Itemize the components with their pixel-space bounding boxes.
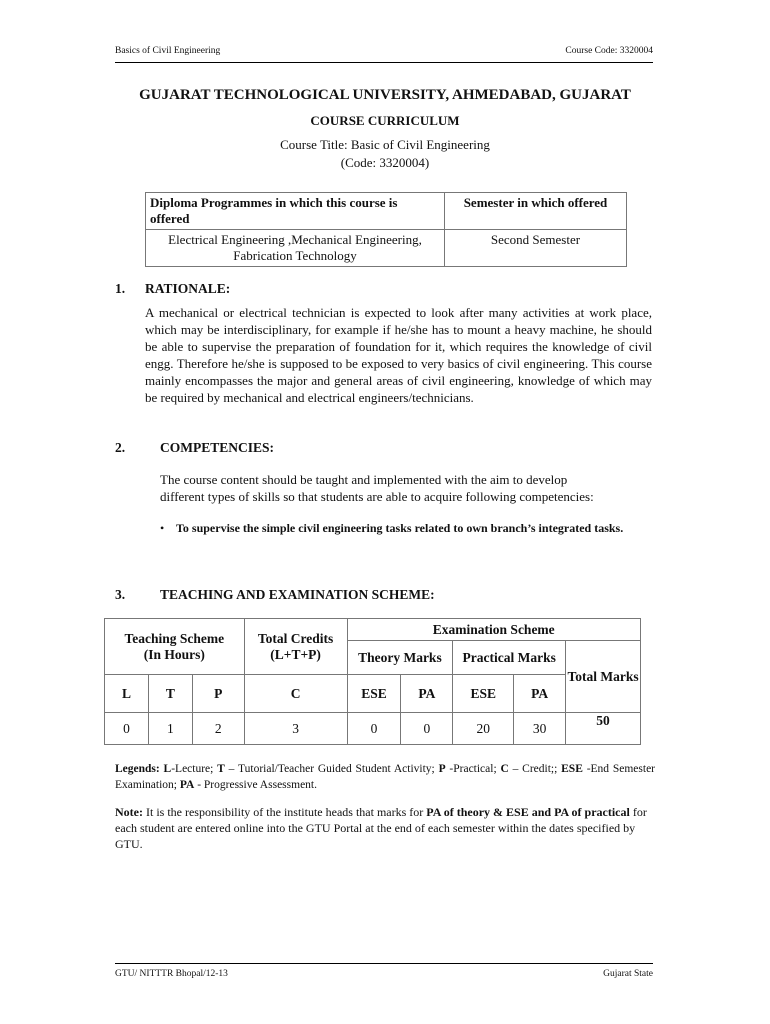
course-code: (Code: 3320004) <box>340 155 430 170</box>
scheme-title: TEACHING AND EXAMINATION SCHEME: <box>160 587 435 602</box>
col-pa-theory: PA <box>401 675 453 713</box>
legend-label: Legends: <box>115 763 160 775</box>
val-C: 3 <box>244 713 347 745</box>
col-ese-practical: ESE <box>453 675 514 713</box>
legend-ese-text: -End Semester Examination; <box>115 763 656 791</box>
legend <box>115 761 655 793</box>
val-pa-practical: 30 <box>514 713 566 745</box>
col-ese-theory: ESE <box>347 675 401 713</box>
page-footer <box>115 963 653 980</box>
legend-l-key: L <box>163 763 172 775</box>
teaching-scheme-label: Teaching Scheme <box>124 630 225 646</box>
total-credits-label: Total Credits <box>257 630 334 646</box>
col-T: T <box>148 675 192 713</box>
competencies-intro-line1: The course content should be taught and implemented with the aim to develop <box>160 472 568 487</box>
total-marks-header: Total Marks <box>566 641 641 713</box>
rationale-number: 1. <box>115 281 126 296</box>
legend-ese-key: ESE <box>561 763 583 775</box>
note-bold1: PA of theory <box>426 805 491 819</box>
bullet-icon: • <box>160 521 165 535</box>
teaching-scheme-table <box>104 618 641 745</box>
footer-left: GTU/ NITTTR Bhopal/12-13 <box>115 969 228 979</box>
rationale-title: RATIONALE: <box>145 281 231 296</box>
programmes-value-line1: Electrical Engineering ,Mechanical Engineering, <box>168 232 422 247</box>
note-amp: & <box>493 805 504 819</box>
val-pa-theory: 0 <box>401 713 453 745</box>
note-part1: It is the responsibility of the institute heads that marks for <box>145 805 424 819</box>
val-total-marks: 50 <box>566 713 641 745</box>
competencies-intro <box>160 471 650 505</box>
examination-scheme-header: Examination Scheme <box>347 619 641 641</box>
curriculum-heading: COURSE CURRICULUM <box>310 113 460 128</box>
legend-pa-text: - Progressive Assessment. <box>197 779 317 791</box>
col-C: C <box>244 675 347 713</box>
teaching-scheme-unit: (In Hours) <box>143 646 205 662</box>
page-header <box>115 44 653 63</box>
competencies-title: COMPETENCIES: <box>160 440 275 455</box>
competencies-intro-line2: different types of skills so that students are able to acquire following competencies: <box>160 489 594 504</box>
col-P: P <box>192 675 244 713</box>
val-T: 1 <box>148 713 192 745</box>
rationale-text: A mechanical or electrical technician is expected to look after many activities at work place, which may be interdisciplinary, for example if he/she has to mount a heavy machine, he should be able to supervise the preparation of foundation for it, which requires the knowledge of civil engg. Therefore he/she is supposed to be exposed to very basics of civil engineering. This course mainly encompasses the major and general areas of civil engineering, knowledge of which may be required by mechanical and electrical engineers/technicians. <box>145 305 652 405</box>
header-course-name: Basics of Civil Engineering <box>115 46 221 56</box>
practical-marks-header: Practical Marks <box>453 641 566 675</box>
semester-header: Semester in which offered <box>445 193 627 230</box>
programmes-table <box>145 192 627 267</box>
col-pa-practical: PA <box>514 675 566 713</box>
val-ese-practical: 20 <box>453 713 514 745</box>
legend-l-text: -Lecture; <box>171 763 214 775</box>
competency-bullet-text: To supervise the simple civil engineering tasks related to own branch’s integrated tasks. <box>176 521 624 535</box>
note-part2: for each student are entered online into the GTU Portal at the end of each semester within the dates specified by GTU. <box>115 805 647 851</box>
total-credits-header <box>244 619 347 675</box>
legend-p-text: -Practical; <box>449 763 497 775</box>
val-ese-theory: 0 <box>347 713 401 745</box>
legend-t-text: – Tutorial/Teacher Guided Student Activity; <box>228 763 435 775</box>
programmes-header: Diploma Programmes in which this course is offered <box>146 193 445 230</box>
note-bold2: ESE and PA of practical <box>506 805 630 819</box>
val-P: 2 <box>192 713 244 745</box>
footer-right: Gujarat State <box>603 969 653 979</box>
legend-c-text: – Credit;; <box>512 763 558 775</box>
university-title: GUJARAT TECHNOLOGICAL UNIVERSITY, AHMEDABAD, GUJARAT <box>139 87 631 103</box>
programmes-value <box>146 230 445 267</box>
scheme-number: 3. <box>115 587 126 602</box>
total-credits-formula: (L+T+P) <box>270 646 321 662</box>
competencies-number: 2. <box>115 440 126 455</box>
theory-marks-header: Theory Marks <box>347 641 453 675</box>
legend-t-key: T <box>217 763 225 775</box>
teaching-scheme-header <box>105 619 245 675</box>
semester-value: Second Semester <box>445 230 627 267</box>
course-title: Course Title: Basic of Civil Engineering <box>280 137 490 152</box>
legend-c-key: C <box>500 763 509 775</box>
legend-p-key: P <box>438 763 446 775</box>
note <box>115 804 655 852</box>
val-L: 0 <box>105 713 149 745</box>
programmes-value-line2: Fabrication Technology <box>233 248 357 263</box>
legend-pa-key: PA <box>179 779 195 791</box>
header-course-code: Course Code: 3320004 <box>565 46 653 56</box>
col-L: L <box>105 675 149 713</box>
note-label: Note: <box>115 805 143 819</box>
